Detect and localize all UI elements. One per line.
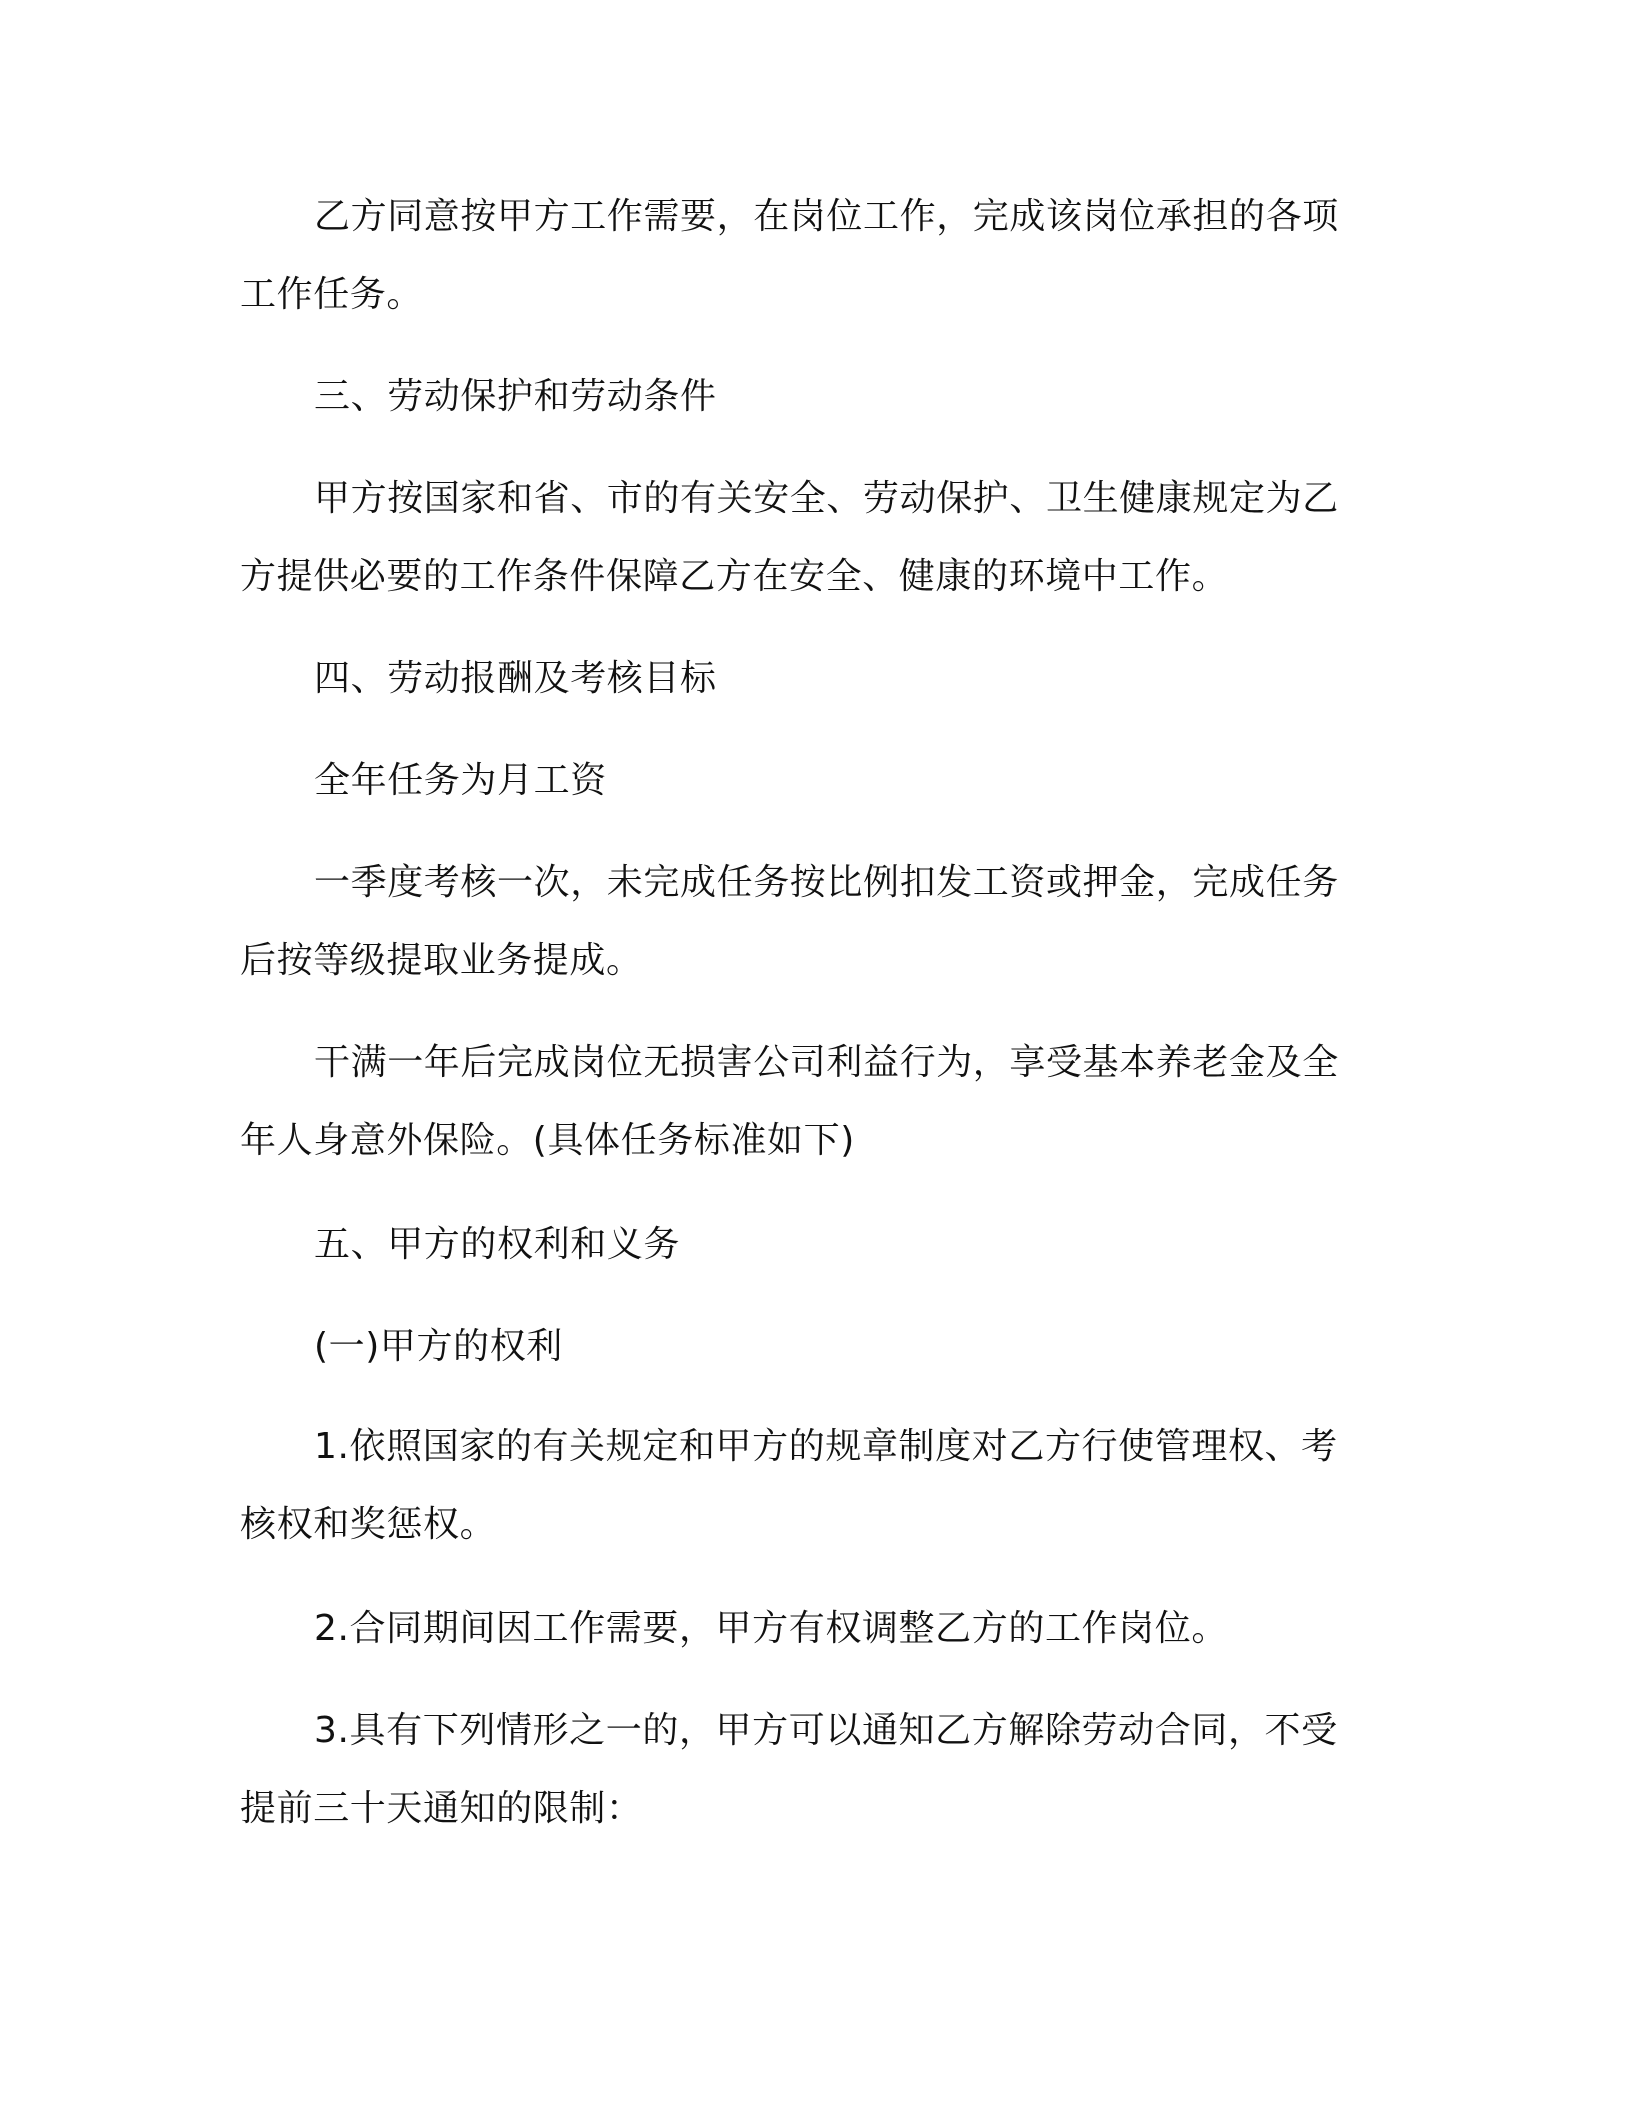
- paragraph-one-year-benefits: 干满一年后完成岗位无损害公司利益行为，享受基本养老金及全年人身意外保险。(具体任务标准如下): [240, 1042, 1339, 1161]
- paragraph-duty-acceptance: 乙方同意按甲方工作需要，在岗位工作，完成该岗位承担的各项工作任务。: [240, 196, 1339, 315]
- subheading-party-a-rights: (一)甲方的权利: [314, 1326, 563, 1367]
- list-item-1: 1.依照国家的有关规定和甲方的规章制度对乙方行使管理权、考核权和奖惩权。: [240, 1426, 1338, 1545]
- list-item-3: 3.具有下列情形之一的，甲方可以通知乙方解除劳动合同，不受提前三十天通知的限制：: [240, 1710, 1338, 1829]
- paragraph-quarterly-assessment: 一季度考核一次，未完成任务按比例扣发工资或押金，完成任务后按等级提取业务提成。: [240, 862, 1339, 981]
- list-item-2: 2.合同期间因工作需要，甲方有权调整乙方的工作岗位。: [314, 1608, 1228, 1649]
- heading-labor-protection: 三、劳动保护和劳动条件: [314, 376, 717, 417]
- heading-remuneration: 四、劳动报酬及考核目标: [314, 658, 717, 699]
- heading-party-a-rights-duties: 五、甲方的权利和义务: [314, 1224, 681, 1265]
- paragraph-working-conditions: 甲方按国家和省、市的有关安全、劳动保护、卫生健康规定为乙方提供必要的工作条件保障乙方在安全、健康的环境中工作。: [240, 478, 1339, 597]
- paragraph-annual-task: 全年任务为月工资: [314, 760, 607, 801]
